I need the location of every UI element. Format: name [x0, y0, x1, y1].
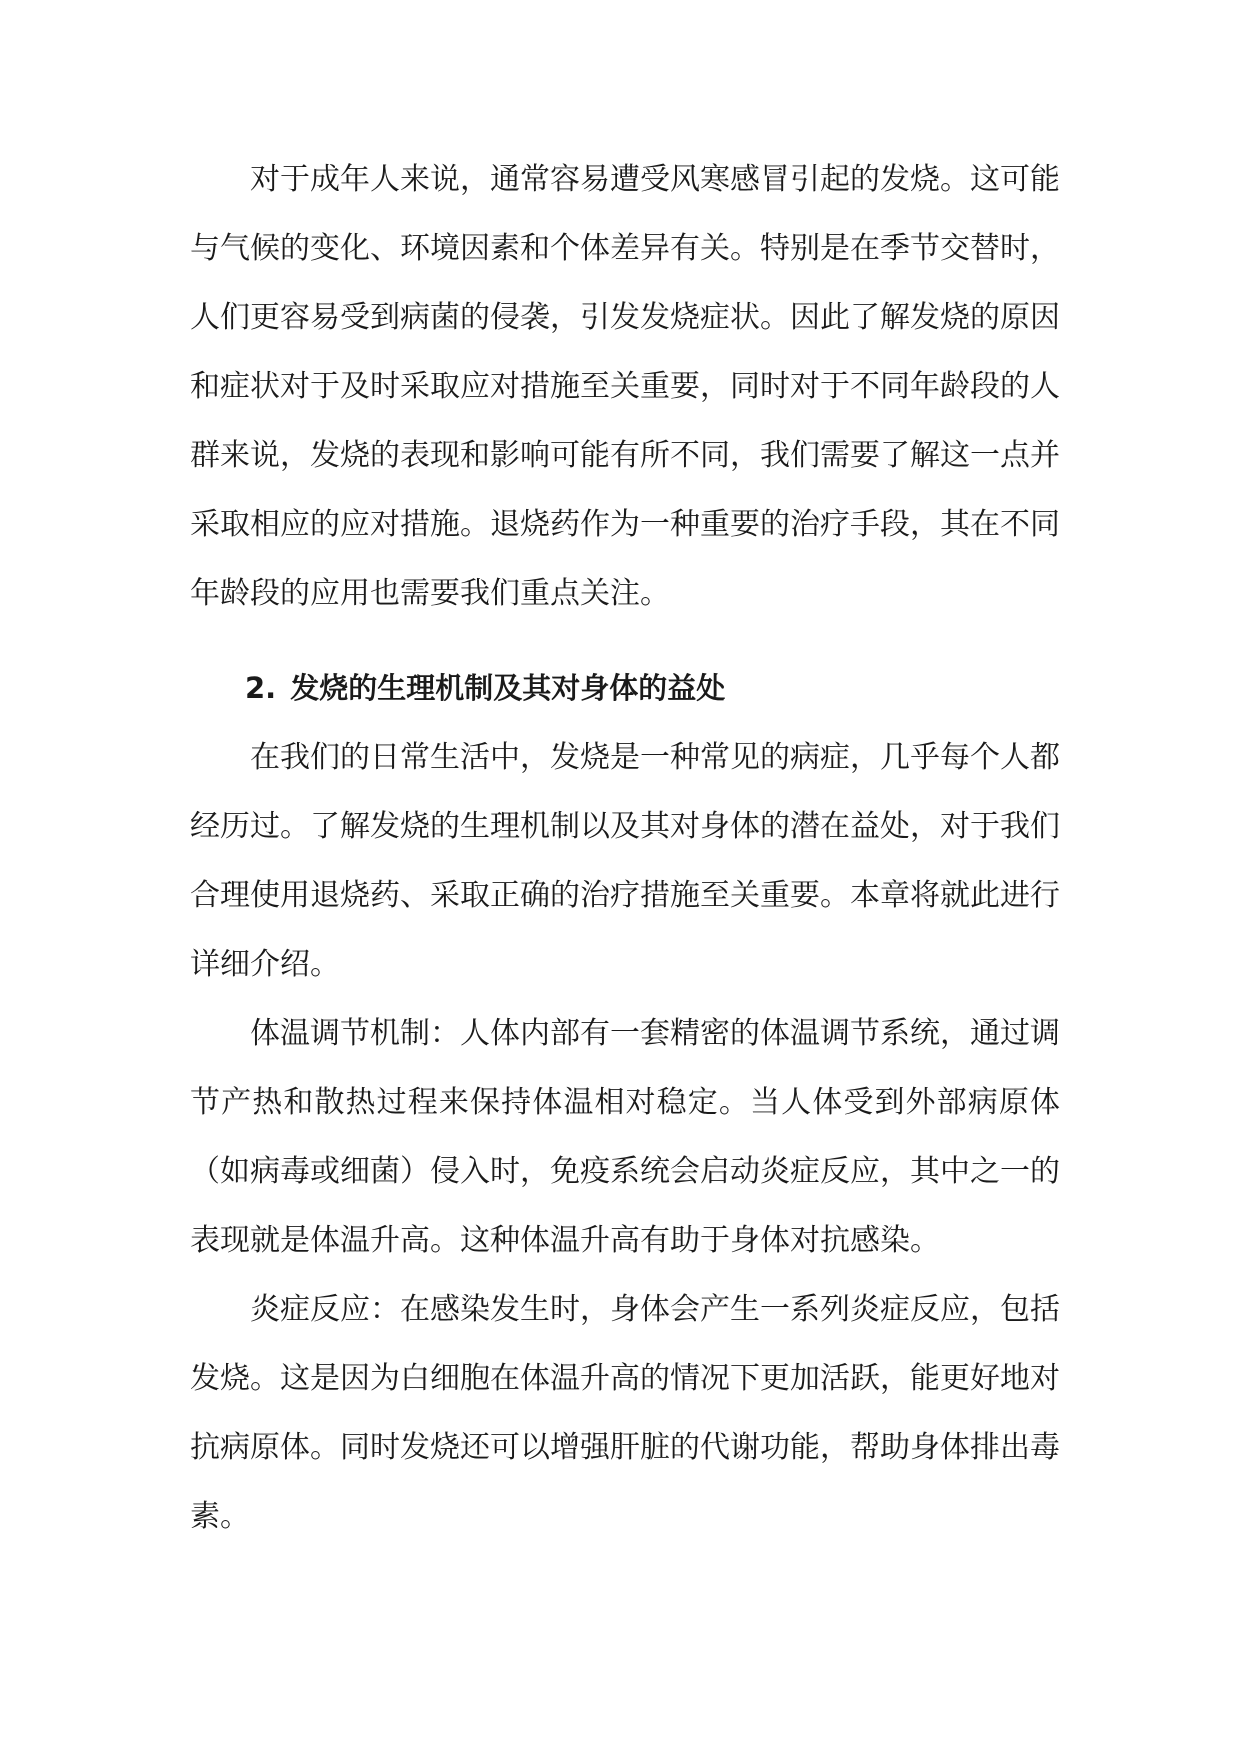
- paragraph-overview: 在我们的日常生活中，发烧是一种常见的病症，几乎每个人都经历过。了解发烧的生理机制以及其对身体的潜在益处，对于我们合理使用退烧药、采取正确的治疗措施至关重要。本章将就此进行详细介绍。: [190, 740, 1060, 982]
- paragraph-thermoregulation: 体温调节机制：人体内部有一套精密的体温调节系统，通过调节产热和散热过程来保持体温相对稳定。当人体受到外部病原体（如病毒或细菌）侵入时，免疫系统会启动炎症反应，其中之一的表现就是体温升高。这种体温升高有助于身体对抗感染。: [190, 1016, 1060, 1258]
- section-title: 发烧的生理机制及其对身体的益处: [290, 671, 726, 705]
- section-number: 2.: [245, 671, 277, 705]
- section-heading: [190, 654, 1060, 723]
- document-body: [190, 145, 1060, 1551]
- paragraph-inflammation: 炎症反应：在感染发生时，身体会产生一系列炎症反应，包括发烧。这是因为白细胞在体温升高的情况下更加活跃，能更好地对抗病原体。同时发烧还可以增强肝脏的代谢功能，帮助身体排出毒素。: [190, 1292, 1060, 1534]
- paragraph-intro: 对于成年人来说，通常容易遭受风寒感冒引起的发烧。这可能与气候的变化、环境因素和个体差异有关。特别是在季节交替时，人们更容易受到病菌的侵袭，引发发烧症状。因此了解发烧的原因和症状对于及时采取应对措施至关重要，同时对于不同年龄段的人群来说，发烧的表现和影响可能有所不同，我们需要了解这一点并采取相应的应对措施。退烧药作为一种重要的治疗手段，其在不同年龄段的应用也需要我们重点关注。: [190, 162, 1060, 611]
